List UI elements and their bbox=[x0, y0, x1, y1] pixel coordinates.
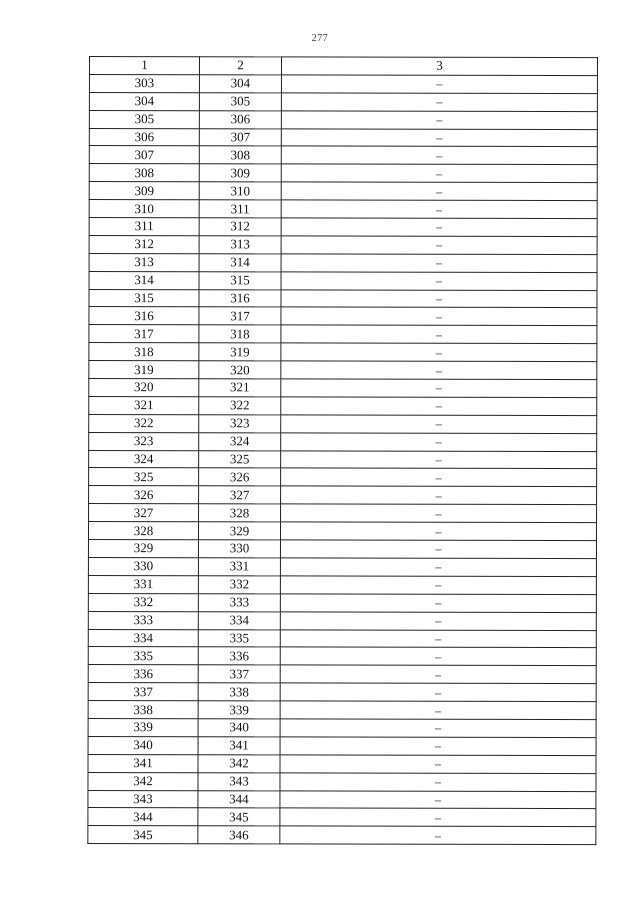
table-cell-col-2: 318 bbox=[199, 325, 281, 343]
table-cell-col-3: – bbox=[281, 218, 597, 237]
table-cell-col-2: 325 bbox=[199, 450, 281, 468]
table-row bbox=[89, 361, 597, 380]
table-cell-col-3: – bbox=[281, 468, 597, 487]
table-cell-col-1: 337 bbox=[88, 683, 198, 701]
table-cell-col-2: 331 bbox=[198, 558, 280, 576]
table-cell-col-1: 305 bbox=[89, 110, 199, 128]
table-cell-col-1: 306 bbox=[89, 128, 199, 146]
table-cell-col-3: – bbox=[281, 504, 597, 523]
table-cell-col-2: 326 bbox=[199, 468, 281, 486]
table-cell-col-2: 320 bbox=[199, 361, 281, 379]
table-cell-col-1: 309 bbox=[89, 182, 199, 200]
table-row bbox=[88, 790, 596, 809]
table-cell-col-2: 317 bbox=[199, 307, 281, 325]
table-cell-col-3: – bbox=[281, 164, 597, 183]
table-row bbox=[89, 146, 597, 165]
table-row bbox=[89, 432, 597, 451]
table-cell-col-1: 318 bbox=[89, 343, 199, 361]
table-row bbox=[88, 718, 596, 737]
table-cell-col-1: 338 bbox=[88, 701, 198, 719]
table-row bbox=[88, 701, 596, 720]
table-cell-col-1: 320 bbox=[89, 379, 199, 397]
table-cell-col-3: – bbox=[281, 200, 597, 219]
table-cell-col-2: 312 bbox=[199, 218, 281, 236]
table-cell-col-1: 332 bbox=[88, 593, 198, 611]
table-body bbox=[88, 74, 598, 844]
table-cell-col-2: 322 bbox=[199, 397, 281, 415]
table-cell-col-1: 303 bbox=[89, 74, 199, 92]
table-row bbox=[88, 683, 596, 702]
table-cell-col-3: – bbox=[280, 683, 596, 702]
table-cell-col-3: – bbox=[281, 379, 597, 398]
table-cell-col-3: – bbox=[281, 128, 597, 147]
table-row bbox=[88, 540, 596, 559]
table-cell-col-3: – bbox=[281, 415, 597, 434]
table-cell-col-2: 338 bbox=[198, 683, 280, 701]
table-cell-col-1: 339 bbox=[88, 718, 198, 736]
table-cell-col-3: – bbox=[280, 576, 596, 595]
table-cell-col-3: – bbox=[280, 737, 596, 756]
table-cell-col-2: 308 bbox=[199, 146, 281, 164]
table-cell-col-3: – bbox=[281, 343, 597, 362]
table-row bbox=[89, 468, 597, 487]
table-cell-col-2: 309 bbox=[199, 164, 281, 182]
table-row bbox=[88, 611, 596, 630]
table-cell-col-3: – bbox=[281, 361, 597, 380]
table-cell-col-3: – bbox=[281, 433, 597, 452]
table-cell-col-1: 331 bbox=[88, 575, 198, 593]
table-cell-col-1: 326 bbox=[89, 486, 199, 504]
table-cell-col-1: 336 bbox=[88, 665, 198, 683]
table-cell-col-3: – bbox=[281, 486, 597, 505]
table-cell-col-3: – bbox=[280, 522, 596, 541]
table-row bbox=[89, 325, 597, 344]
table-row bbox=[89, 200, 597, 219]
table-cell-col-2: 336 bbox=[198, 647, 280, 665]
table-cell-col-3: – bbox=[281, 146, 597, 165]
table-cell-col-1: 341 bbox=[88, 754, 198, 772]
table-cell-col-3: – bbox=[280, 540, 596, 559]
table-cell-col-1: 334 bbox=[88, 629, 198, 647]
table-cell-col-3: – bbox=[281, 111, 597, 130]
table-row bbox=[89, 74, 597, 93]
table-row bbox=[89, 164, 597, 183]
table-cell-col-2: 327 bbox=[199, 486, 281, 504]
column-header-1: 1 bbox=[89, 57, 199, 75]
table-cell-col-2: 332 bbox=[198, 576, 280, 594]
table-cell-col-3: – bbox=[281, 75, 597, 94]
table-cell-col-2: 315 bbox=[199, 271, 281, 289]
table-cell-col-3: – bbox=[280, 755, 596, 774]
table-cell-col-1: 311 bbox=[89, 218, 199, 236]
table-cell-col-1: 335 bbox=[88, 647, 198, 665]
table-cell-col-1: 342 bbox=[88, 772, 198, 790]
table-cell-col-3: – bbox=[281, 254, 597, 273]
table-cell-col-2: 328 bbox=[199, 504, 281, 522]
table-cell-col-1: 343 bbox=[88, 790, 198, 808]
table-row bbox=[88, 665, 596, 684]
table-row bbox=[89, 271, 597, 290]
table-cell-col-2: 342 bbox=[198, 754, 280, 772]
table-cell-col-3: – bbox=[281, 236, 597, 255]
column-header-2: 2 bbox=[199, 57, 281, 75]
table-row bbox=[89, 414, 597, 433]
table-cell-col-3: – bbox=[281, 397, 597, 416]
table-row bbox=[88, 826, 596, 845]
table-row bbox=[88, 593, 596, 612]
table-cell-col-1: 304 bbox=[89, 92, 199, 110]
table-cell-col-3: – bbox=[280, 629, 596, 648]
table-cell-col-3: – bbox=[281, 325, 597, 344]
table-cell-col-2: 314 bbox=[199, 254, 281, 272]
table-cell-col-3: – bbox=[281, 450, 597, 469]
table-cell-col-2: 311 bbox=[199, 200, 281, 218]
table-row bbox=[89, 235, 597, 254]
table-cell-col-1: 327 bbox=[89, 504, 199, 522]
table-row bbox=[88, 772, 596, 791]
table-cell-col-3: – bbox=[280, 790, 596, 809]
table-cell-col-1: 317 bbox=[89, 325, 199, 343]
table-cell-col-1: 323 bbox=[89, 432, 199, 450]
table-cell-col-1: 314 bbox=[89, 271, 199, 289]
table-row bbox=[89, 379, 597, 398]
table-cell-col-1: 344 bbox=[88, 808, 198, 826]
table-row bbox=[89, 110, 597, 129]
table-cell-col-3: – bbox=[280, 558, 596, 577]
table-cell-col-2: 344 bbox=[198, 790, 280, 808]
table-cell-col-1: 345 bbox=[88, 826, 198, 844]
table-cell-col-3: – bbox=[280, 612, 596, 631]
table-row bbox=[89, 253, 597, 272]
table-cell-col-2: 307 bbox=[199, 128, 281, 146]
table-cell-col-1: 328 bbox=[88, 522, 198, 540]
table-cell-col-3: – bbox=[281, 289, 597, 308]
table-cell-col-3: – bbox=[280, 701, 596, 720]
table-cell-col-2: 316 bbox=[199, 289, 281, 307]
table-cell-col-3: – bbox=[281, 307, 597, 326]
table-row bbox=[88, 808, 596, 827]
table-cell-col-2: 313 bbox=[199, 236, 281, 254]
table-row bbox=[89, 486, 597, 505]
table-cell-col-1: 310 bbox=[89, 200, 199, 218]
table-row bbox=[89, 343, 597, 362]
table-cell-col-1: 312 bbox=[89, 235, 199, 253]
table-cell-col-2: 321 bbox=[199, 379, 281, 397]
table-row bbox=[88, 575, 596, 594]
table-cell-col-2: 304 bbox=[199, 75, 281, 93]
table-cell-col-1: 333 bbox=[88, 611, 198, 629]
table-row bbox=[89, 182, 597, 201]
table-cell-col-1: 316 bbox=[89, 307, 199, 325]
table-cell-col-2: 330 bbox=[198, 540, 280, 558]
table-cell-col-3: – bbox=[280, 665, 596, 684]
table-row bbox=[89, 128, 597, 147]
table-row bbox=[89, 450, 597, 469]
table-row bbox=[89, 504, 597, 523]
table-row bbox=[88, 736, 596, 755]
data-table bbox=[87, 56, 598, 845]
table-cell-col-2: 346 bbox=[198, 826, 280, 844]
table-cell-col-1: 308 bbox=[89, 164, 199, 182]
table-cell-col-1: 307 bbox=[89, 146, 199, 164]
table-cell-col-2: 339 bbox=[198, 701, 280, 719]
table-cell-col-2: 343 bbox=[198, 772, 280, 790]
table-cell-col-1: 325 bbox=[89, 468, 199, 486]
table-header bbox=[89, 57, 597, 76]
table-cell-col-2: 335 bbox=[198, 629, 280, 647]
table-cell-col-3: – bbox=[281, 182, 597, 201]
table-cell-col-2: 310 bbox=[199, 182, 281, 200]
table-cell-col-2: 340 bbox=[198, 719, 280, 737]
table-cell-col-1: 330 bbox=[88, 557, 198, 575]
table-cell-col-3: – bbox=[281, 272, 597, 291]
table-cell-col-1: 315 bbox=[89, 289, 199, 307]
table-row bbox=[88, 754, 596, 773]
table-cell-col-3: – bbox=[280, 594, 596, 613]
table-cell-col-2: 333 bbox=[198, 593, 280, 611]
page-number: 277 bbox=[311, 33, 329, 44]
table-cell-col-3: – bbox=[280, 826, 596, 845]
table-cell-col-1: 321 bbox=[89, 396, 199, 414]
table-cell-col-1: 313 bbox=[89, 253, 199, 271]
table-cell-col-2: 345 bbox=[198, 808, 280, 826]
table-cell-col-2: 305 bbox=[199, 93, 281, 111]
table-cell-col-3: – bbox=[280, 647, 596, 666]
table-cell-col-3: – bbox=[280, 719, 596, 738]
table-row bbox=[89, 218, 597, 237]
table-cell-col-1: 340 bbox=[88, 736, 198, 754]
table-cell-col-2: 334 bbox=[198, 611, 280, 629]
table-cell-col-2: 323 bbox=[199, 415, 281, 433]
column-header-3: 3 bbox=[281, 57, 597, 76]
table-cell-col-2: 329 bbox=[198, 522, 280, 540]
table-row bbox=[88, 647, 596, 666]
header-row bbox=[89, 57, 597, 76]
table-row bbox=[88, 557, 596, 576]
table-cell-col-3: – bbox=[280, 773, 596, 792]
table-cell-col-1: 324 bbox=[89, 450, 199, 468]
table-cell-col-3: – bbox=[281, 93, 597, 112]
table-cell-col-1: 322 bbox=[89, 414, 199, 432]
table-row bbox=[89, 307, 597, 326]
table-cell-col-2: 337 bbox=[198, 665, 280, 683]
table-cell-col-2: 319 bbox=[199, 343, 281, 361]
table-cell-col-3: – bbox=[280, 808, 596, 827]
table-row bbox=[89, 396, 597, 415]
table-cell-col-2: 324 bbox=[199, 432, 281, 450]
table-row bbox=[88, 629, 596, 648]
table-cell-col-2: 306 bbox=[199, 110, 281, 128]
table-cell-col-1: 319 bbox=[89, 361, 199, 379]
table-row bbox=[88, 522, 596, 541]
table-row bbox=[89, 92, 597, 111]
table-cell-col-1: 329 bbox=[88, 540, 198, 558]
table-row bbox=[89, 289, 597, 308]
table-cell-col-2: 341 bbox=[198, 737, 280, 755]
